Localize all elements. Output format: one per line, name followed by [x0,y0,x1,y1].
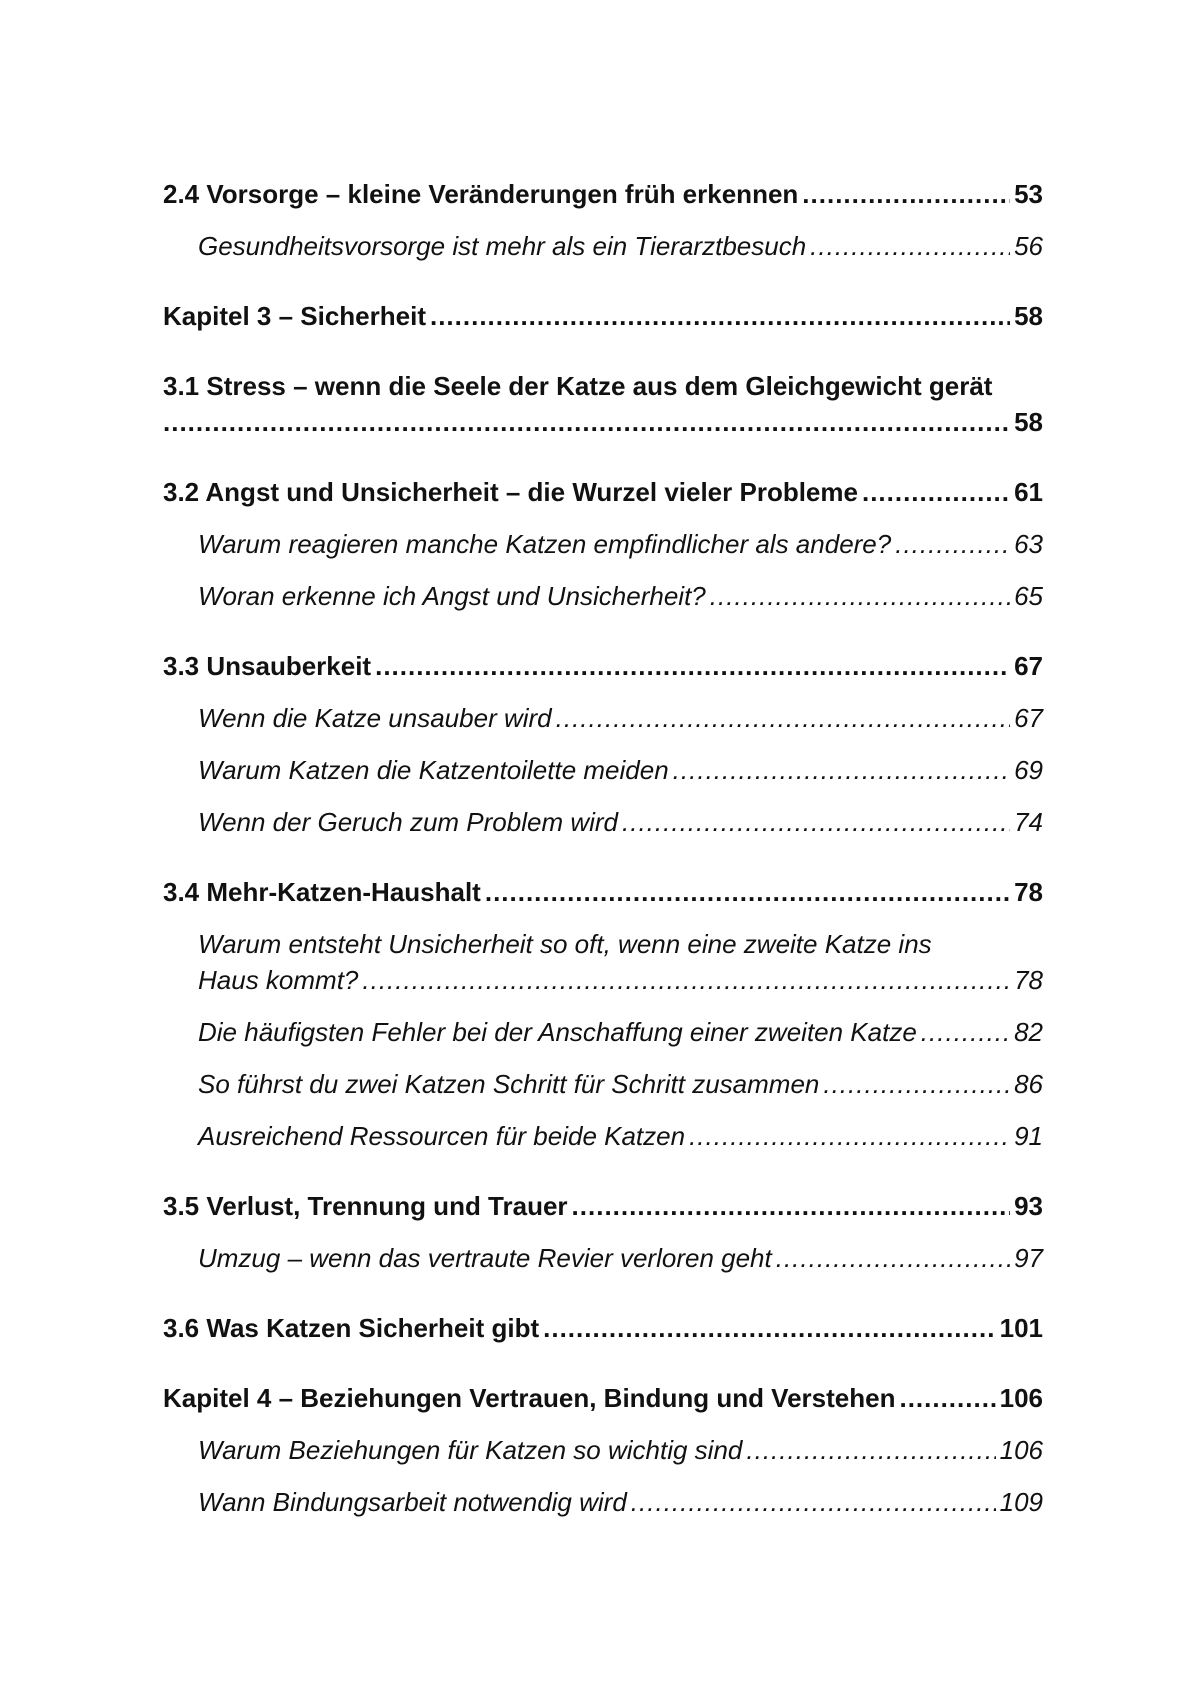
toc-entry-title: Wenn die Katze unsauber wird [198,703,552,733]
toc-leader-dots [921,1014,1010,1050]
toc-entry-page: 61 [1014,477,1043,507]
toc-entry[interactable] [163,474,1043,510]
toc-subentry[interactable] [163,1118,1043,1154]
toc-entry-page: 63 [1014,529,1043,559]
toc-entry-page: 78 [1014,965,1043,995]
toc-leader-dots [810,228,1010,264]
toc-entry-title: 3.6 Was Katzen Sicherheit gibt [163,1313,540,1343]
toc-leader-dots [375,648,1010,684]
toc-leader-dots [895,526,1010,562]
toc-entry-page: 97 [1014,1243,1043,1273]
toc-entry[interactable] [163,298,1043,334]
toc-entry-title: Woran erkenne ich Angst und Unsicherheit? [198,581,706,611]
toc-entry-title: Kapitel 3 – Sicherheit [163,301,426,331]
toc-entry[interactable] [163,1310,1043,1346]
toc-entry[interactable] [163,368,1043,440]
toc-entry-title: Gesundheitsvorsorge ist mehr als ein Tierarztbesuch [198,231,807,261]
toc-subentry[interactable] [163,228,1043,264]
toc-entry-page: 109 [999,1487,1043,1517]
toc-leader-dots [362,962,1010,998]
toc-entry-page: 58 [1014,301,1043,331]
toc-entry-page: 67 [1014,651,1043,681]
toc-entry-page: 53 [1014,179,1043,209]
toc-entry-page: 86 [1014,1069,1043,1099]
toc-entry-title: 2.4 Vorsorge – kleine Veränderungen früh erkennen [163,179,799,209]
toc-entry[interactable] [163,1188,1043,1224]
toc-subentry[interactable] [163,526,1043,562]
toc-leader-dots [485,874,1010,910]
toc-entry-title: Umzug – wenn das vertraute Revier verloren geht [198,1243,772,1273]
toc-entry-page: 65 [1014,581,1043,611]
toc-subentry[interactable] [163,1484,1043,1520]
toc-leader-dots [776,1240,1010,1276]
toc-leader-dots [899,1380,995,1416]
toc-subentry[interactable] [163,804,1043,840]
toc-entry-page: 106 [999,1435,1043,1465]
toc-leader-dots [543,1310,995,1346]
toc-subentry[interactable] [163,700,1043,736]
toc-entry-title: 3.3 Unsauberkeit [163,651,372,681]
toc-entry-page: 67 [1014,703,1043,733]
toc-entry-title-continued: Haus kommt? [198,965,359,995]
toc-leader-dots [572,1188,1011,1224]
toc-leader-dots [163,404,1010,440]
toc-subentry[interactable] [163,1432,1043,1468]
toc-entry-page: 93 [1014,1191,1043,1221]
toc-leader-dots [823,1066,1010,1102]
toc-leader-dots [746,1432,995,1468]
toc-entry-page: 74 [1014,807,1043,837]
toc-entry-title: Ausreichend Ressourcen für beide Katzen [198,1121,686,1151]
toc-entry-title: Warum reagieren manche Katzen empfindlicher als andere? [198,529,892,559]
toc-leader-dots [631,1484,996,1520]
toc-subentry[interactable] [163,1014,1043,1050]
toc-entry[interactable] [163,176,1043,212]
table-of-contents [163,176,1043,1520]
toc-subentry[interactable] [163,926,1043,998]
toc-entry[interactable] [163,1380,1043,1416]
toc-entry-page: 101 [999,1313,1043,1343]
toc-leader-dots [673,752,1010,788]
toc-entry-title: 3.5 Verlust, Trennung und Trauer [163,1191,568,1221]
toc-entry-title: 3.2 Angst und Unsicherheit – die Wurzel vieler Probleme [163,477,858,507]
toc-entry-title: Die häufigsten Fehler bei der Anschaffung einer zweiten Katze [198,1017,917,1047]
toc-subentry[interactable] [163,1066,1043,1102]
toc-leader-dots [710,578,1010,614]
toc-entry-title: 3.1 Stress – wenn die Seele der Katze aus dem Gleichgewicht gerät [163,371,993,401]
toc-leader-dots [689,1118,1010,1154]
toc-entry[interactable] [163,648,1043,684]
toc-entry-page: 91 [1014,1121,1043,1151]
toc-entry-page: 78 [1014,877,1043,907]
toc-entry-page: 58 [1014,407,1043,437]
toc-entry-page: 56 [1014,231,1043,261]
toc-subentry[interactable] [163,1240,1043,1276]
toc-entry-page: 82 [1014,1017,1043,1047]
toc-leader-dots [622,804,1010,840]
toc-subentry[interactable] [163,578,1043,614]
toc-entry-title: 3.4 Mehr-Katzen-Haushalt [163,877,481,907]
toc-subentry[interactable] [163,752,1043,788]
toc-entry-title: Wann Bindungsarbeit notwendig wird [198,1487,627,1517]
toc-entry-title: Kapitel 4 – Beziehungen Vertrauen, Bindung und Verstehen [163,1383,896,1413]
toc-leader-dots [430,298,1010,334]
toc-entry-title: Warum entsteht Unsicherheit so oft, wenn eine zweite Katze ins [198,929,932,959]
toc-leader-dots [556,700,1010,736]
toc-entry-page: 69 [1014,755,1043,785]
toc-leader-dots [802,176,1010,212]
toc-entry-title: Warum Katzen die Katzentoilette meiden [198,755,669,785]
toc-entry[interactable] [163,874,1043,910]
toc-leader-dots [862,474,1010,510]
toc-entry-page: 106 [999,1383,1043,1413]
toc-entry-title: So führst du zwei Katzen Schritt für Schritt zusammen [198,1069,820,1099]
toc-entry-title: Wenn der Geruch zum Problem wird [198,807,619,837]
toc-entry-title: Warum Beziehungen für Katzen so wichtig sind [198,1435,743,1465]
